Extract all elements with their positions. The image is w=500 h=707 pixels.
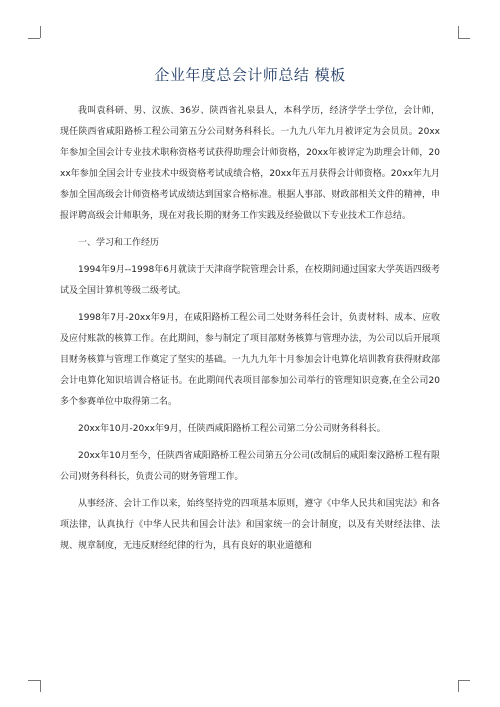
paragraph: 1994年9月--1998年6月就读于天津商学院管理会计系，在校期间通过国家大学英语四级考试及全国计算机等级二级考试。 — [60, 265, 440, 296]
document-page — [60, 58, 440, 563]
document-title: 企业年度总会计师总结 模板 — [154, 66, 346, 84]
paragraph: 20xx年10月-20xx年9月，任陕西咸阳路桥工程公司第二分公司财务科科长。 — [78, 424, 386, 434]
paragraph: 20xx年10月至今，任陕西省咸阳路桥工程公司第五分公司(改制后的咸阳秦汉路桥工程有限公司)财务科科长，负责公司的财务管理工作。 — [60, 451, 440, 482]
paragraph-intro: 我叫袁科研、男、汉族、36岁、陕西省礼泉县人，本科学历，经济学学士学位，会计师，现任陕西省咸阳路桥工程公司第五分公司财务科科长。一九九八年九月被评定为会员员。20xx年参加全国会计专业技术职称资格考试获得助理会计师资格，20xx年被评定为助理会计师，20xx年参加全国会计专业技术中级资格考试成绩合格，20xx年五月获得会计师资格。20xx年九月参加全国高级会计师资格考试成绩达到国家合格标准。根据人事部、财政部相关文件的精神，申报评聘高级会计师职务，现在对我长期的财务工作实践及经验做以下专业技术工作总结。 — [60, 106, 440, 221]
paragraph: 1998年7月-20xx年9月，在咸阳路桥工程公司二处财务科任会计，负责材料、成本、应收及应付账款的核算工作。在此期间，参与制定了项目部财务核算与管理办法，为公司以后开展项目财务核算与管理工作奠定了坚实的基础。一九九九年十月参加会计电算化培训教育获得财政部会计电算化知识培训合格证书。在此期间代表项目部参加公司举行的管理知识竞赛,在全公司20多个参赛单位中取得第二名。 — [60, 313, 440, 407]
paragraph: 从事经济、会计工作以来，始终坚持党的四项基本原则，遵守《中华人民共和国宪法》和各项法律，认真执行《中华人民共和国会计法》和国家统一的会计制度，以及有关财经法律、法规、规章制度，无违反财经纪律的行为，具有良好的职业道德和 — [60, 499, 440, 551]
section-heading: 一、学习和工作经历 — [78, 238, 160, 248]
